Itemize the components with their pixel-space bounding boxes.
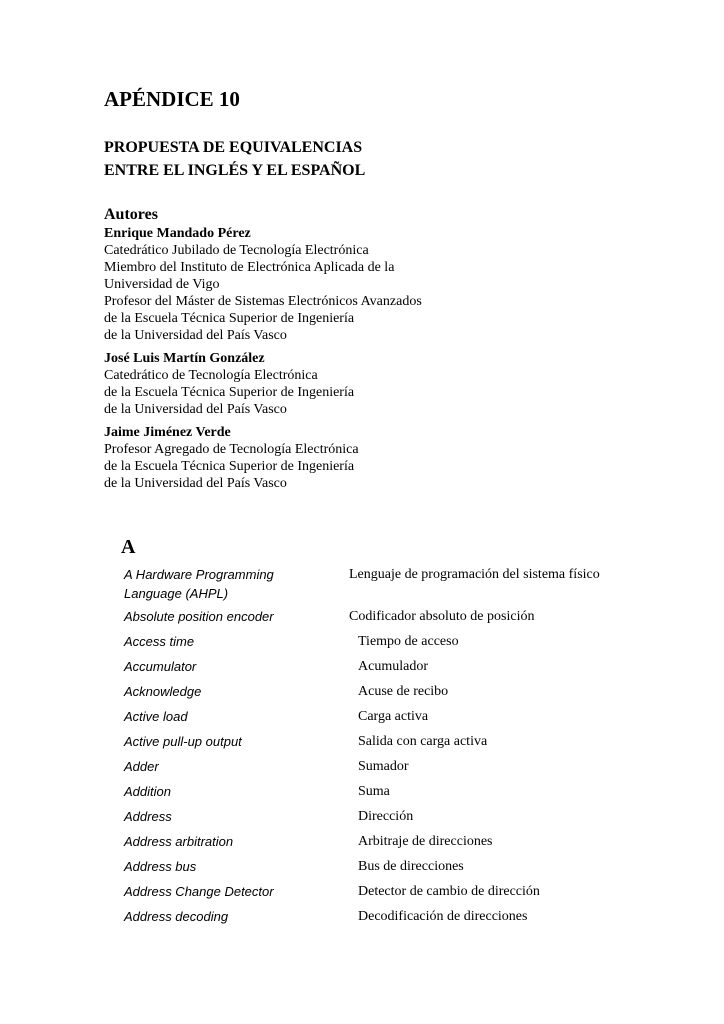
author-name: Jaime Jiménez Verde (104, 425, 231, 440)
author-affiliation-line: de la Universidad del País Vasco (104, 476, 287, 491)
glossary-translation: Lenguaje de programación del sistema físico (349, 567, 600, 582)
glossary-translation: Dirección (358, 809, 414, 824)
glossary-translation: Bus de direcciones (358, 859, 464, 874)
glossary-translation: Salida con carga activa (358, 734, 488, 749)
glossary-term: Addition (124, 784, 171, 799)
author-name: José Luis Martín González (104, 351, 265, 366)
glossary-translation: Arbitraje de direcciones (358, 834, 493, 849)
glossary-term: Accumulator (124, 659, 197, 674)
glossary-translation: Codificador absoluto de posición (349, 609, 535, 624)
author-affiliation-line: de la Escuela Técnica Superior de Ingeniería (104, 459, 355, 474)
glossary-term: Active load (124, 709, 188, 724)
page-title: APÉNDICE 10 (104, 87, 240, 111)
author-affiliation-line: de la Universidad del País Vasco (104, 328, 287, 343)
author-affiliation-line: de la Universidad del País Vasco (104, 402, 287, 417)
glossary-term: Address (124, 809, 172, 824)
glossary-term: Active pull-up output (124, 734, 242, 749)
glossary-term: Address decoding (124, 909, 229, 924)
author-affiliation-line: Profesor del Máster de Sistemas Electrónicos Avanzados (104, 294, 422, 309)
glossary-term: Access time (124, 634, 195, 649)
author-affiliation-line: de la Escuela Técnica Superior de Ingeniería (104, 311, 355, 326)
glossary-term: Address arbitration (124, 834, 234, 849)
authors-heading: Autores (104, 206, 158, 223)
glossary-translation: Decodificación de direcciones (358, 909, 528, 924)
author-affiliation-line: Catedrático de Tecnología Electrónica (104, 368, 318, 383)
glossary-term: A Hardware Programming Language (AHPL) (124, 567, 274, 601)
glossary-translation: Acumulador (358, 659, 428, 674)
glossary-translation: Sumador (358, 759, 409, 774)
glossary-section-letter: A (121, 536, 136, 558)
subtitle-line: PROPUESTA DE EQUIVALENCIAS (104, 139, 363, 156)
glossary-term: Absolute position encoder (124, 609, 274, 624)
glossary-term: Acknowledge (124, 684, 202, 699)
glossary-translation: Acuse de recibo (358, 684, 449, 699)
author-affiliation-line: Universidad de Vigo (104, 277, 220, 292)
author-affiliation-line: Miembro del Instituto de Electrónica Aplicada de la (104, 260, 395, 275)
glossary-translation: Tiempo de acceso (358, 634, 459, 649)
glossary-term: Adder (124, 759, 159, 774)
author-affiliation-line: Catedrático Jubilado de Tecnología Electrónica (104, 243, 369, 258)
subtitle-line: ENTRE EL INGLÉS Y EL ESPAÑOL (104, 162, 366, 179)
glossary-translation: Carga activa (358, 709, 429, 724)
author-name: Enrique Mandado Pérez (104, 226, 251, 241)
glossary-term: Address bus (124, 859, 197, 874)
author-affiliation-line: Profesor Agregado de Tecnología Electrónica (104, 442, 359, 457)
glossary-translation: Suma (358, 784, 390, 799)
author-affiliation-line: de la Escuela Técnica Superior de Ingeniería (104, 385, 355, 400)
glossary-translation: Detector de cambio de dirección (358, 884, 540, 899)
glossary-term: Address Change Detector (124, 884, 274, 899)
